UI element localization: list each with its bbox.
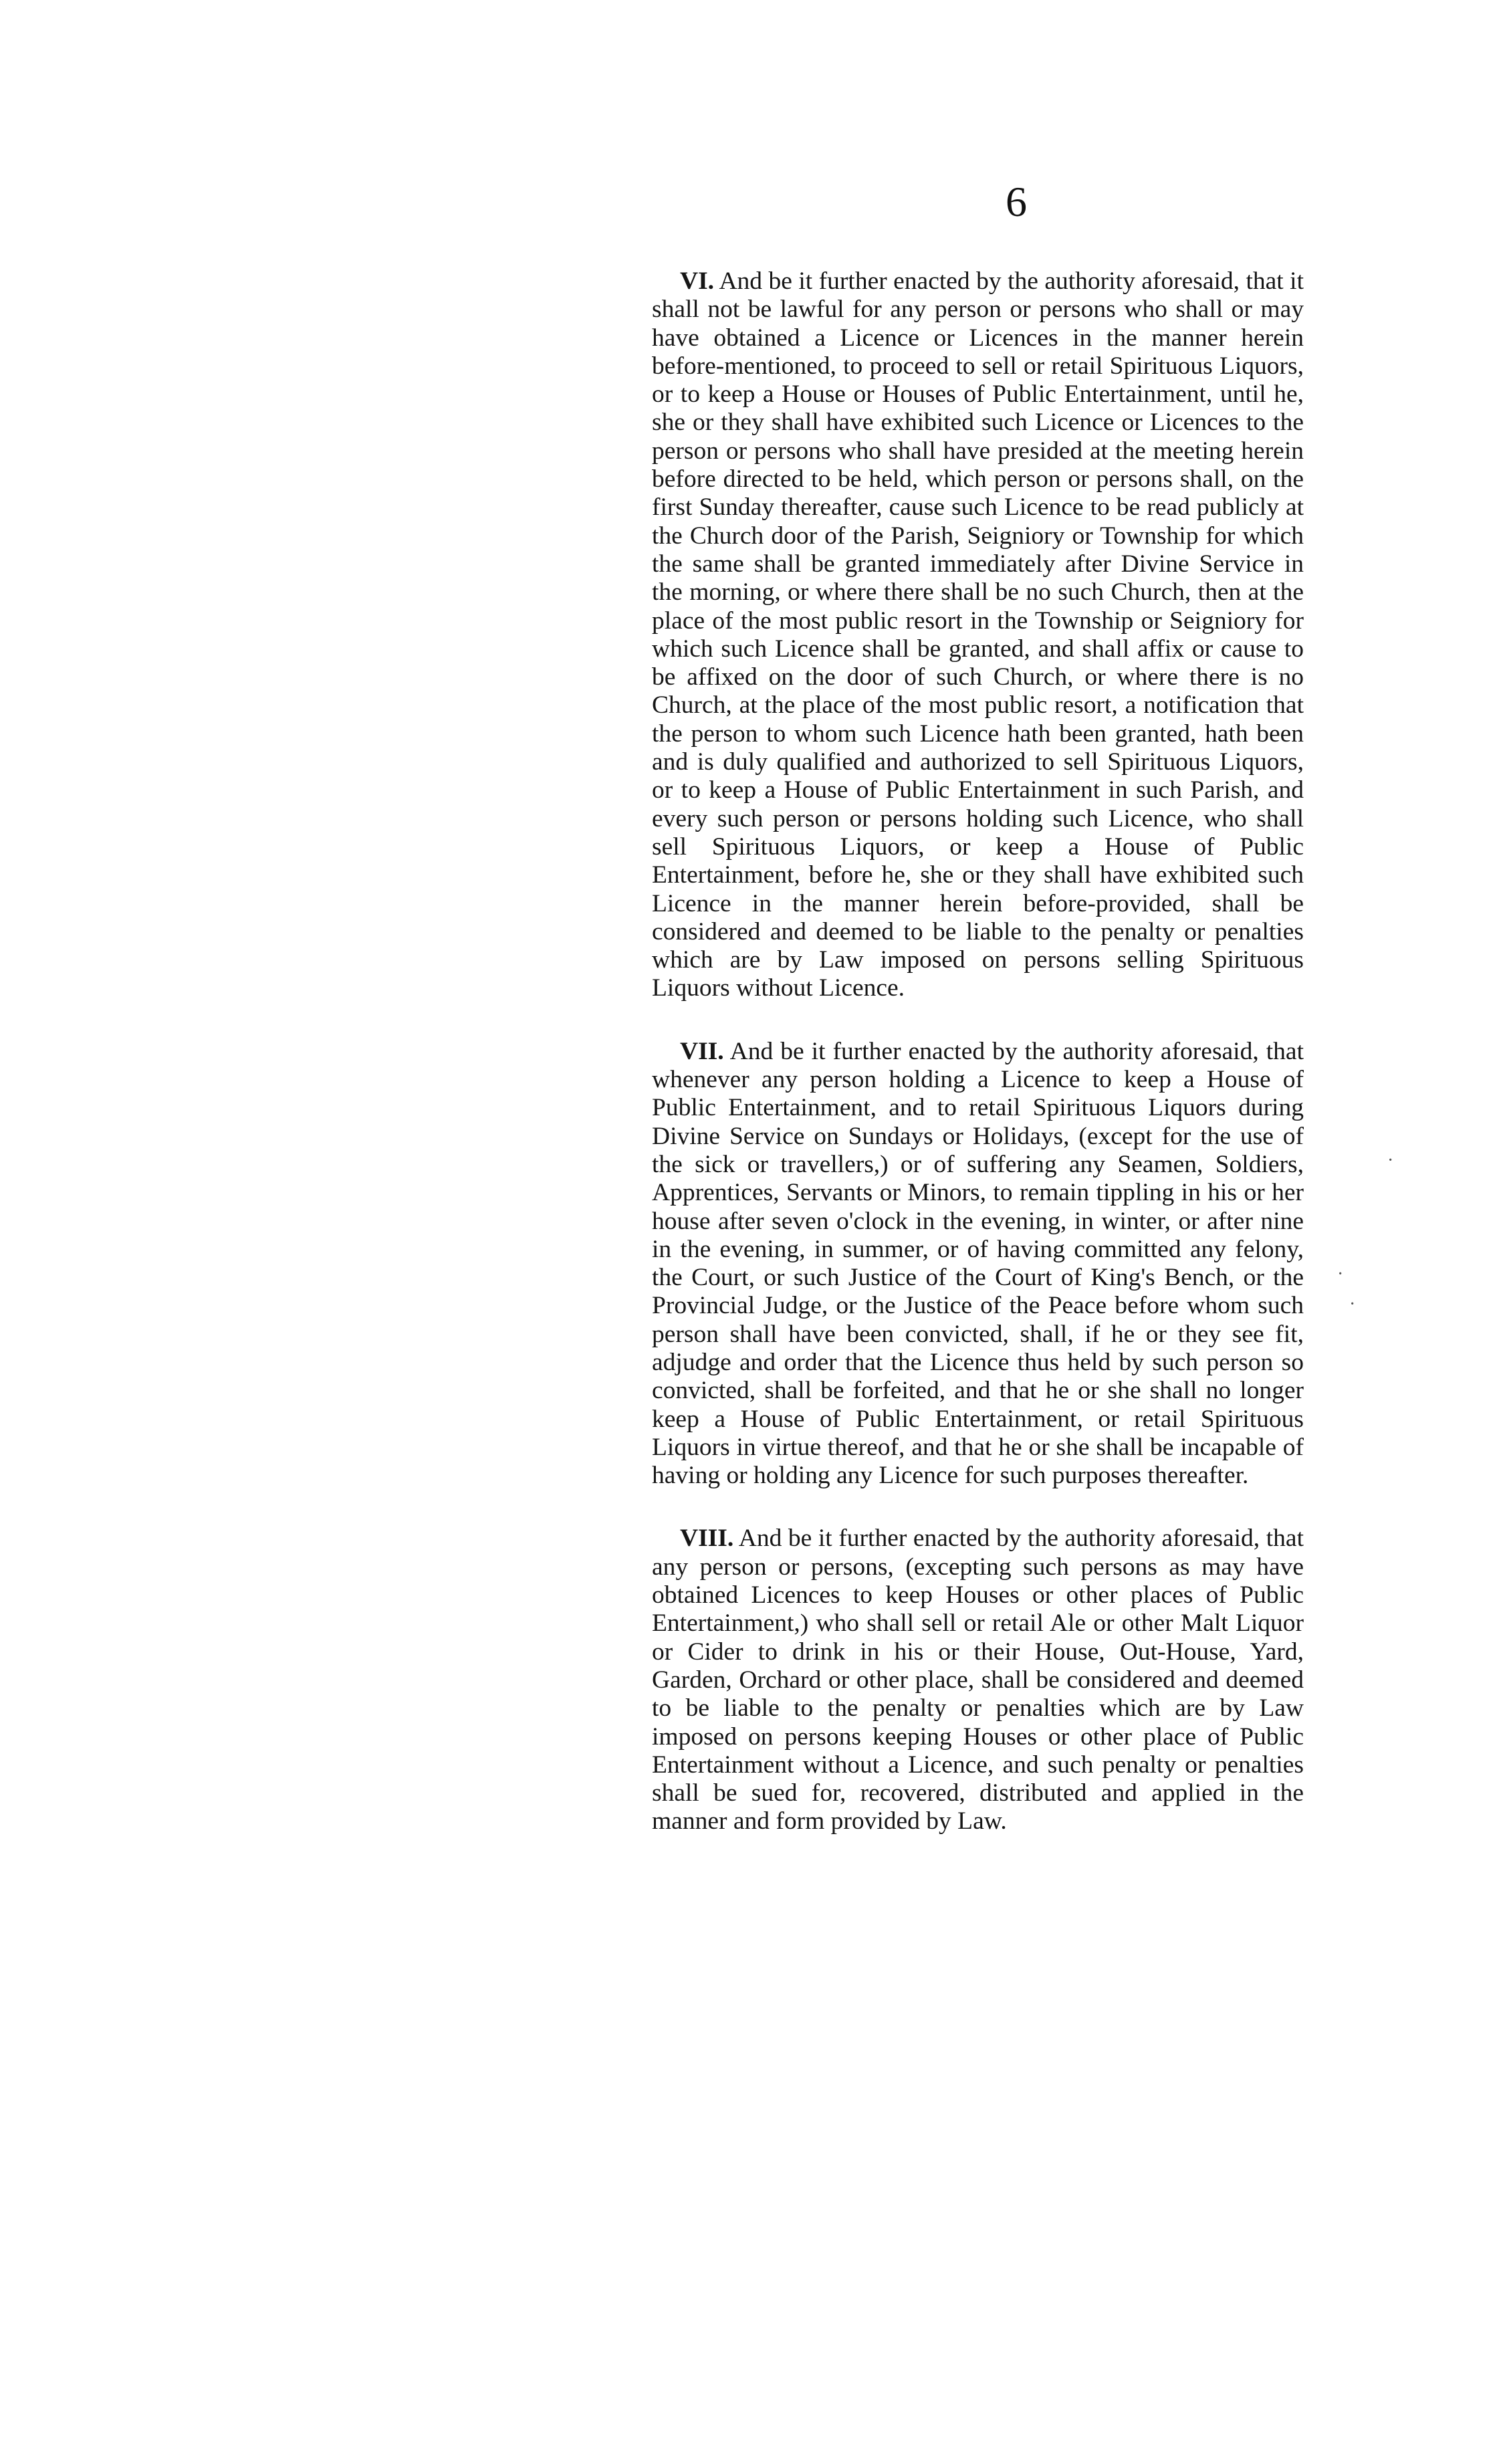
section-number: VIII.: [680, 1525, 734, 1553]
section-text: And be it further enacted by the authority aforesaid, that it shall not be lawful for any person or persons who shall or may have obtained a Licence or Licences in the manner herein before-mentioned, to proceed to sell or retail Spirituous Liquors, or to keep a House or Houses of Public Entertainment, until he, she or they shall have exhibited such Licence or Licences to the person or persons who shall have presided at the meeting herein before directed to be held, which person or persons shall, on the first Sunday thereafter, cause such Licence to be read publicly at the Church door of the Parish, Seigniory or Township for which the same shall be granted immediately after Divine Service in the morning, or where there shall be no such Church, then at the place of the most public resort in the Township or Seigniory for which such Licence shall be granted, and shall affix or cause to be affixed on the door of such Church, or where there is no Church, at the place of the most public resort, a notification that the person to whom such Licence hath been granted, hath been and is duly qualified and authorized to sell Spirituous Liquors, or to keep a House of Public Entertainment in such Parish, and every such person or persons holding such Licence, who shall sell Spirituous Liquors, or keep a House of Public Entertainment, before he, she or they shall have exhibited such Licence in the manner herein before-provided, shall be considered and deemed to be liable to the penalty or penalties which are by Law imposed on persons selling Spirituous Liquors without Licence.: [652, 267, 1304, 1002]
section-text: And be it further enacted by the authority aforesaid, that any person or persons, (excepting such persons as may have obtained Licences to keep Houses or other places of Public Entertainment,) who shall sell or retail Ale or other Malt Liquor or Cider to drink in his or their House, Out-House, Yard, Garden, Orchard or other place, shall be considered and deemed to be liable to the penalty or penalties which are by Law imposed on persons keeping Houses or other place of Public Entertainment without a Licence, and such penalty or penalties shall be sued for, recovered, distributed and applied in the manner and form provided by Law.: [652, 1525, 1304, 1835]
text-column: [652, 267, 1304, 1836]
section-number: VI.: [680, 267, 715, 295]
margin-speck-mark: ·: [1387, 1150, 1394, 1171]
page-number: 6: [1006, 178, 1027, 225]
section-text: And be it further enacted by the authority aforesaid, that whenever any person holding a Licence to keep a House of Public Entertainment, and to retail Spirituous Liquors during Divine Service on Sundays or Holidays, (except for the use of the sick or travellers,) or of suffering any Seamen, Soldiers, Apprentices, Servants or Minors, to remain tippling in his or her house after seven o'clock in the evening, in winter, or after nine in the evening, in summer, or of having committed any felony, the Court, or such Justice of the Court of King's Bench, or the Provincial Judge, or the Justice of the Peace before whom such person shall have been convicted, shall, if he or they see fit, adjudge and order that the Licence thus held by such person so convicted, shall be forfeited, and that he or she shall no longer keep a House of Public Entertainment, or retail Spirituous Liquors in virtue thereof, and that he or she shall be incapable of having or holding any Licence for such purposes thereafter.: [652, 1037, 1304, 1490]
margin-speck-mark: ·: [1349, 1294, 1356, 1315]
section-viii: [652, 1525, 1304, 1835]
margin-speck-mark: ·: [1337, 1264, 1344, 1284]
section-number: VII.: [680, 1037, 724, 1065]
section-vi: [652, 267, 1304, 1003]
section-vii: [652, 1038, 1304, 1490]
